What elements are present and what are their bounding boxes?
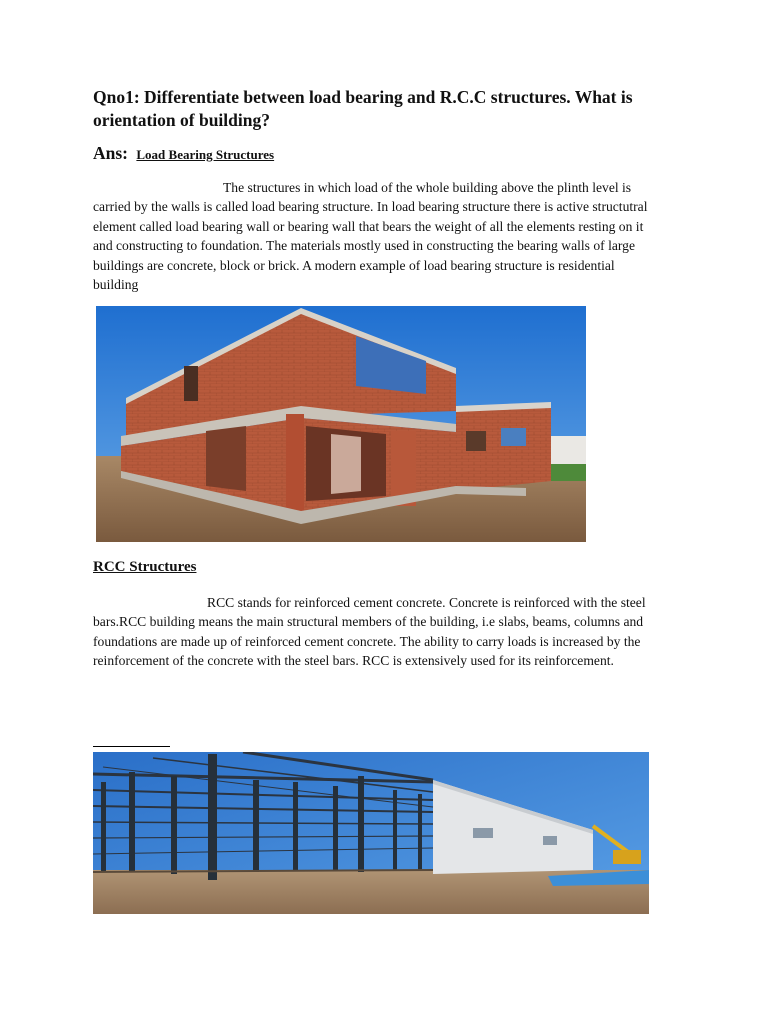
answer-line — [93, 143, 274, 164]
load-bearing-subheading: Load Bearing Structures — [136, 147, 275, 162]
rcc-text: RCC stands for reinforced cement concrete. Concrete is reinforced with the steel bars.RCC building means the main structural members of the building, i.e slabs, beams, columns and foundations are made up of reinforced cement concrete. The ability to carry loads is increased by the reinforcement of the concrete with the steel bars. RCC is extensively used for its reinforcement. — [93, 595, 646, 669]
rcc-paragraph — [93, 593, 663, 671]
question-heading: Qno1: Differentiate between load bearing and R.C.C structures. What is orientation of building? — [93, 87, 633, 130]
load-bearing-building-image — [96, 306, 586, 542]
load-bearing-paragraph — [93, 178, 663, 294]
underline-rule — [93, 746, 170, 747]
load-bearing-text: The structures in which load of the whole building above the plinth level is carried by the walls is called load bearing structure. In load bearing structure there is active structutral element called load bearing wall or bearing wall that bears the weight of all the elements resting on it and constructing to foundation. The materials mostly used in constructing the bearing walls of large buildings are concrete, block or brick. A modern example of load bearing structure is residential building — [93, 180, 648, 293]
rcc-heading: RCC Structures — [93, 559, 197, 575]
answer-label: Ans: — [93, 143, 129, 163]
rcc-structure-image — [93, 752, 649, 914]
